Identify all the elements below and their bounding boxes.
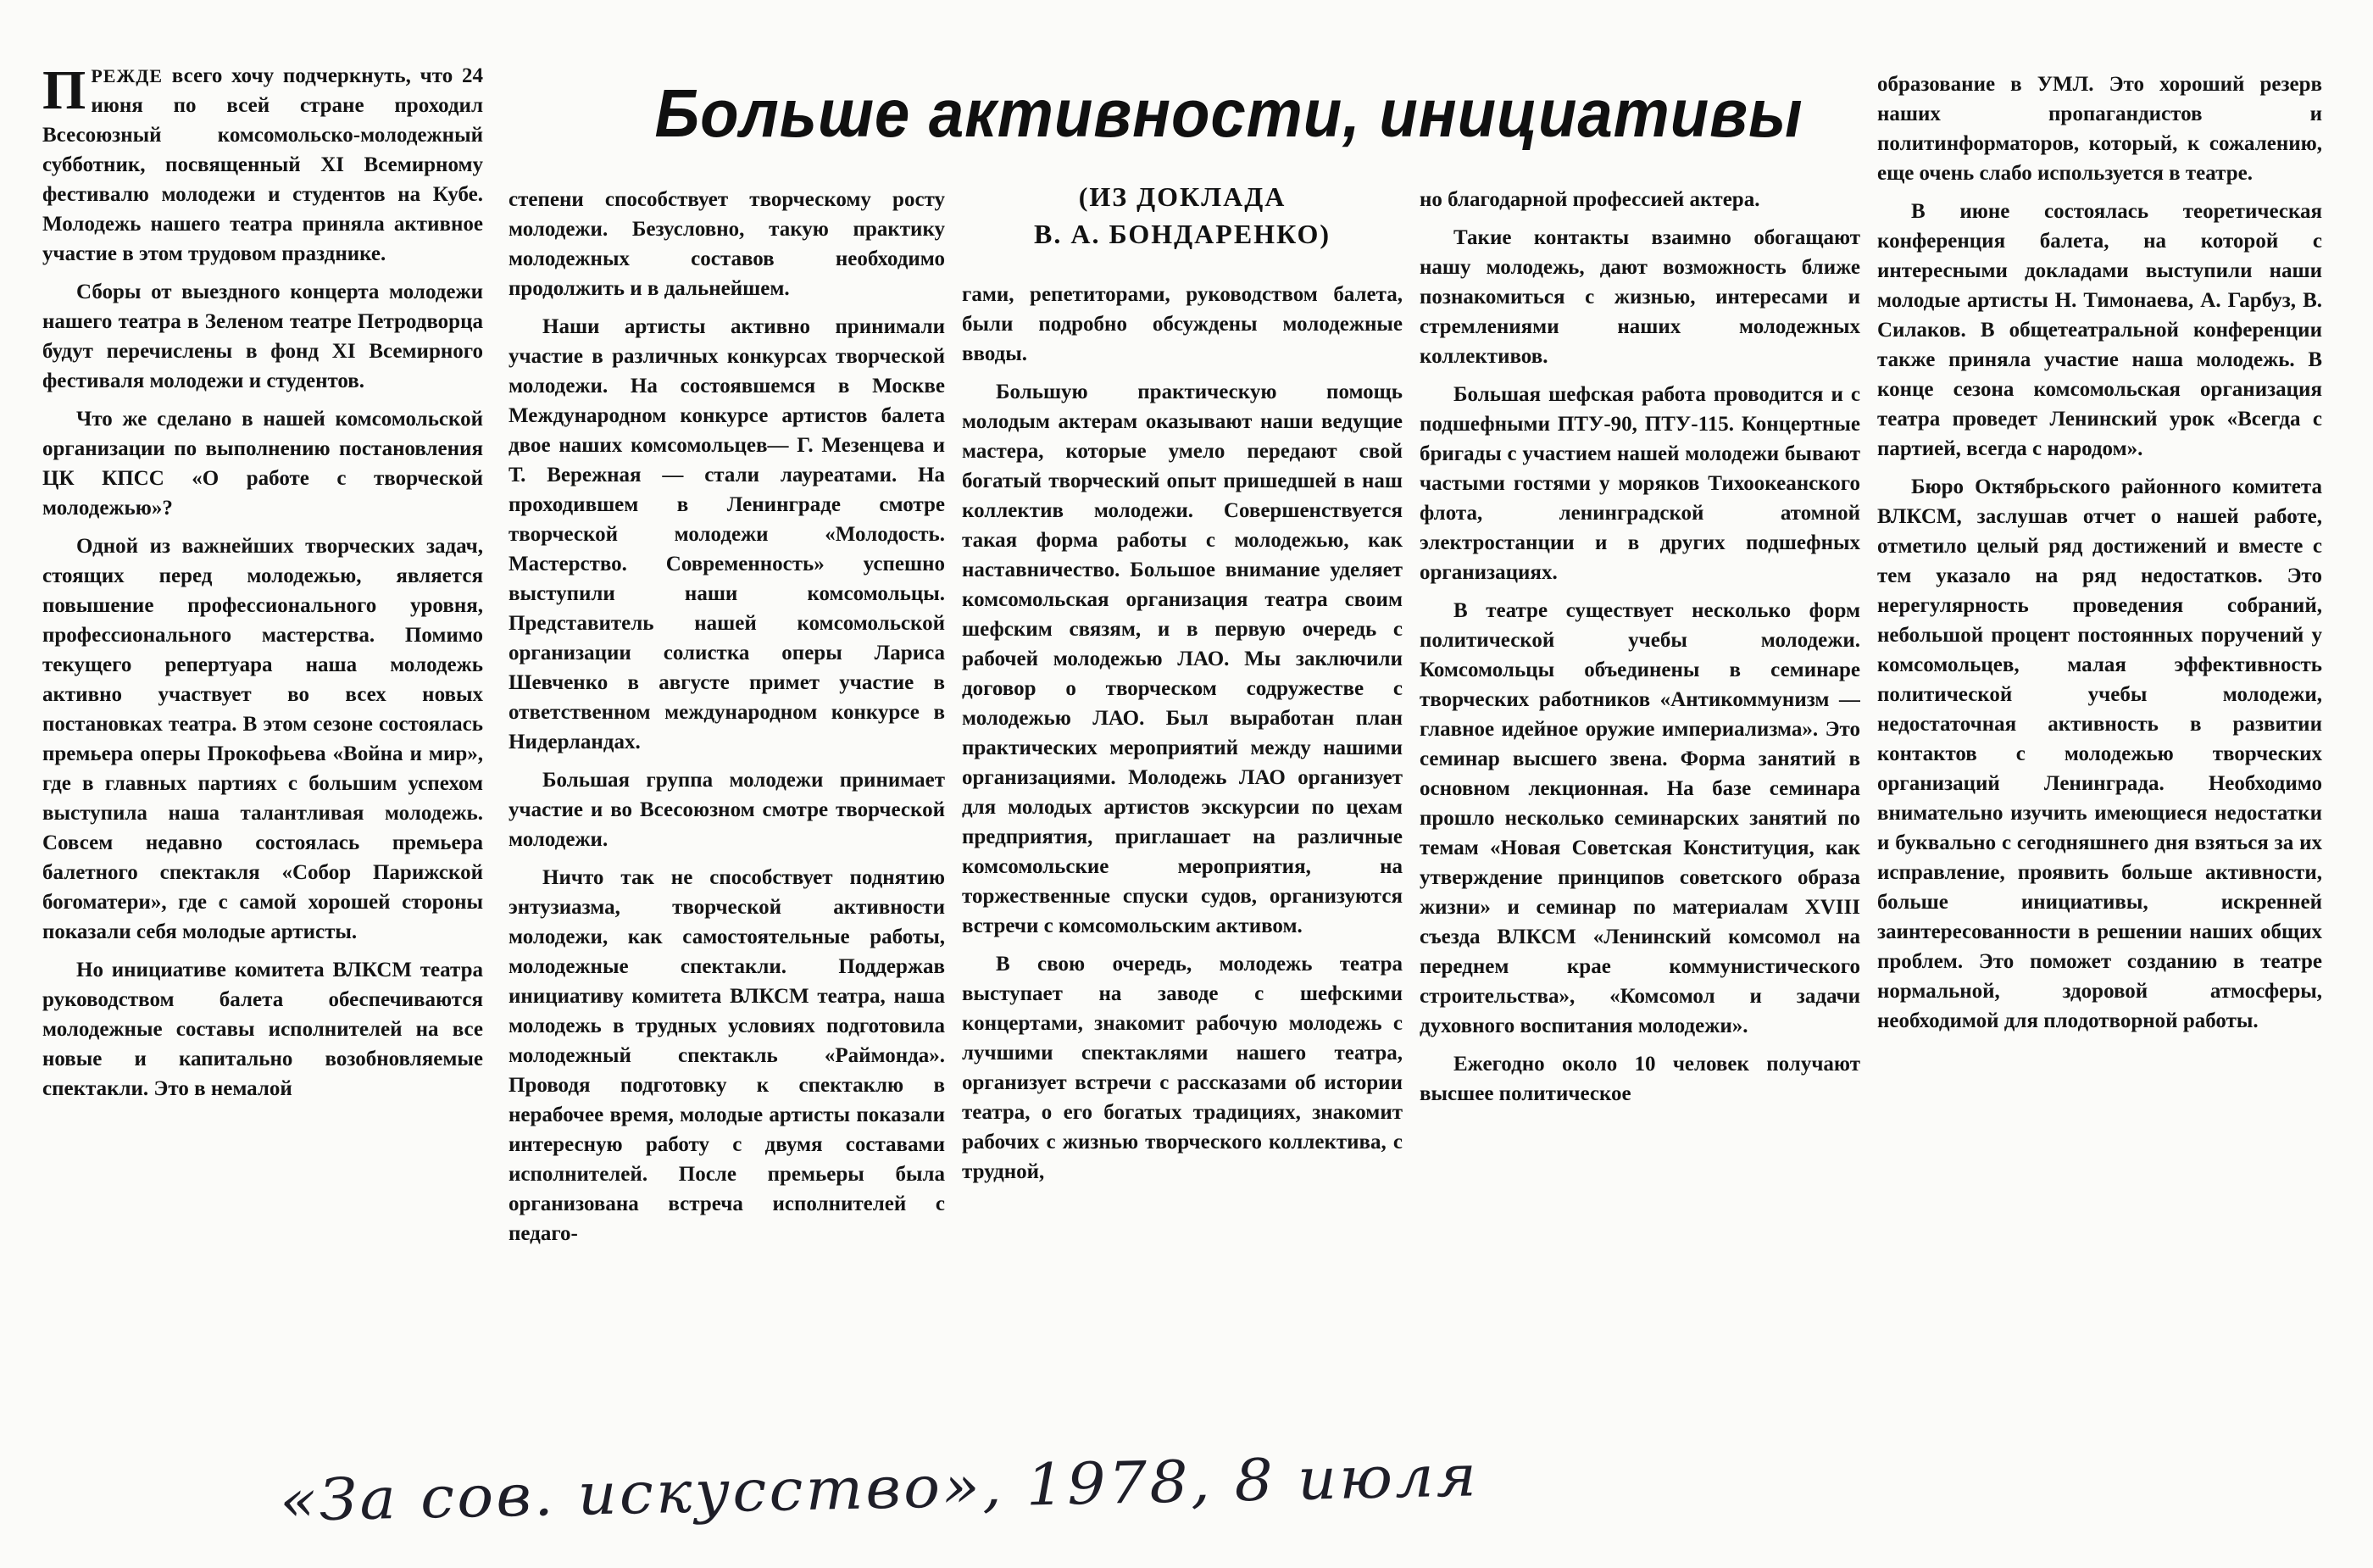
paragraph: В театре существует несколько форм политической учебы молодежи. Комсомольцы объединены в семинаре творческих работников «Антикоммунизм — главное идейное оружие империализма». Это семинар высшего звена. Форма занятий в основном лекционная. На базе семинара прошло несколько семинарских занятий по темам «Новая Советская Конституция, как утверждение принципов советского образа жизни» и семинар по материалам XVIII съезда ВЛКСМ «Ленинский комсомол на переднем крае коммунистического строительства», «Комсомол и задачи духовного воспитания молодежи».	[1420, 599, 1860, 1037]
subheadline-line-1: (ИЗ ДОКЛАДА	[1078, 181, 1287, 212]
paragraph: Одной из важнейших творческих задач, стоящих перед молодежью, является повышение профессионального уровня, профессионального мастерства. Помимо текущего репертуара наша молодежь активно участвует во всех новых постановках театра. В этом сезоне состоялась премьера оперы Прокофьева «Война и мир», где в главных партиях с большим успехом выступила наша талантливая молодежь. Совсем недавно состоялась премьера балетного спектакля «Собор Парижской богоматери», где с самой хорошей стороны показали себя молодые артисты.	[42, 535, 483, 943]
paragraph: гами, репетиторами, руководством балета, были подробно обсуждены молодежные вводы.	[962, 283, 1403, 365]
paragraph: В июне состоялась теоретическая конференция балета, на которой с интересными докладами выступили наши молодые артисты Н. Тимонаева, А. Гарбуз, В. Силаков. В общетеатральной конференции также приняла участие наша молодежь. В конце сезона комсомольская организация театра проведет Ленинский урок «Всегда с партией, всегда с народом».	[1877, 200, 2322, 460]
paragraph: Ежегодно около 10 человек получают высшее политическое	[1420, 1053, 1860, 1105]
paragraph: степени способствует творческому росту молодежи. Безусловно, такую практику молодежных составов необходимо продолжить и в дальнейшем.	[508, 188, 945, 300]
paragraph: Ничто так не способствует поднятию энтузиазма, творческой активности молодежи, как самостоятельные работы, молодежные спектакли. Поддержав инициативу комитета ВЛКСМ театра, наша молодежь в трудных условиях подготовила молодежный спектакль «Раймонда». Проводя подготовку к спектаклю в нерабочее время, молодые артисты показали интересную работу с двумя составами исполнителей. После премьеры была организована встреча исполнителей с педаго-	[508, 866, 945, 1245]
paragraph: Такие контакты взаимно обогащают нашу молодежь, дают возможность ближе познакомиться с жизнью, интересами и стремлениями наших молодежных коллективов.	[1420, 226, 1860, 368]
article-column-3	[962, 280, 1403, 1451]
article-column-5	[1877, 70, 2322, 1451]
lead-caps: РЕЖДЕ	[91, 65, 164, 86]
paragraph: Сборы от выездного концерта молодежи нашего театра в Зеленом театре Петродворца будут перечислены в фонд XI Всемирного фестиваля молодежи и студентов.	[42, 281, 483, 392]
paragraph: Большую практическую помощь молодым актерам оказывают наши ведущие мастера, которые умело передают свой богатый творческий опыт пришедшей в наш коллектив молодежи. Совершенствуется такая форма работы с молодежью, как наставничество. Большое внимание уделяет комсомольская организация театра своим шефским связям, и в первую очередь с рабочей молодежью ЛАО. Мы заключили договор о творческом содружестве с молодежью ЛАО. Был выработан план практических мероприятий между нашими организациями. Молодежь ЛАО организует для молодых артистов экскурсии по цехам предприятия, приглашает на различные комсомольские мероприятия, на торжественные спуски судов, организуются встречи с комсомольским активом.	[962, 381, 1403, 937]
subheadline-line-2: В. А. БОНДАРЕНКО)	[1033, 219, 1331, 249]
article-column-1	[42, 61, 483, 1451]
article-column-2	[508, 185, 945, 1451]
paragraph: но благодарной профессией актера.	[1420, 188, 1760, 211]
handwritten-source-note: «За сов. искусство», 1978, 8 июля	[279, 1443, 1480, 1535]
subheadline	[962, 178, 1403, 253]
paragraph: ПРЕЖДЕ всего хочу подчеркнуть, что 24 июня по всей стране проходил Всесоюзный комсомольско-молодежный субботник, посвященный XI Всемирному фестивалю молодежи и студентов на Кубе. Молодежь нашего театра приняла активное участие в этом трудовом празднике.	[42, 61, 483, 265]
paragraph: образование в УМЛ. Это хороший резерв наших пропагандистов и политинформаторов, который, к сожалению, еще очень слабо используется в театре.	[1877, 73, 2322, 185]
article-column-4	[1420, 185, 1860, 1451]
paragraph: Наши артисты активно принимали участие в различных конкурсах творческой молодежи. На состоявшемся в Москве Международном конкурсе артистов балета двое наших комсомольцев— Г. Мезенцева и Т. Вережная — стали лауреатами. На проходившем в Ленинграде смотре творческой молодежи «Молодость. Мастерство. Современность» успешно выступили наши комсомольцы. Представитель нашей комсомольской организации солистка оперы Лариса Шевченко в августе примет участие в ответственном международном конкурсе в Нидерландах.	[508, 315, 945, 753]
drop-cap: П	[42, 61, 86, 121]
paragraph: Бюро Октябрьского районного комитета ВЛКСМ, заслушав отчет о нашей работе, отметило целый ряд достижений и вместе с тем указало на ряд недостатков. Это нерегулярность проведения собраний, небольшой процент постоянных поручений у комсомольцев, малая эффективность политической учебы молодежи, недостаточная активность в развитии контактов с молодежью творческих организаций Ленинграда. Необходимо внимательно изучить имеющиеся недостатки и буквально с сегодняшнего дня взяться за их исправление, проявить больше активности, больше инициативы, искренней заинтересованности в решении наших общих проблем. Это поможет созданию в театре нормальной, здоровой атмосферы, необходимой для плодотворной работы.	[1877, 475, 2322, 1032]
paragraph: В свою очередь, молодежь театра выступает на заводе с шефскими концертами, знакомит рабочую молодежь с лучшими спектаклями нашего театра, организует встречи с рассказами об истории театра, о его богатых традициях, знакомит рабочих с жизнью творческого коллектива, с трудной,	[962, 953, 1403, 1183]
paragraph: Большая шефская работа проводится и с подшефными ПТУ-90, ПТУ-115. Концертные бригады с участием нашей молодежи бывают частыми гостями у моряков Тихоокеанского флота, ленинградской атомной электростанции и в других подшефных организациях.	[1420, 383, 1860, 584]
paragraph: Но инициативе комитета ВЛКСМ театра руководством балета обеспечиваются молодежные составы исполнителей на все новые и капитально возобновляемые спектакли. Это в немалой	[42, 959, 483, 1100]
paragraph: Большая группа молодежи принимает участие и во Всесоюзном смотре творческой молодежи.	[508, 769, 945, 851]
paragraph: Что же сделано в нашей комсомольской организации по выполнению постановления ЦК КПСС «О работе с творческой молодежью»?	[42, 408, 483, 520]
headline: Больше активности, инициативы	[654, 75, 1803, 151]
